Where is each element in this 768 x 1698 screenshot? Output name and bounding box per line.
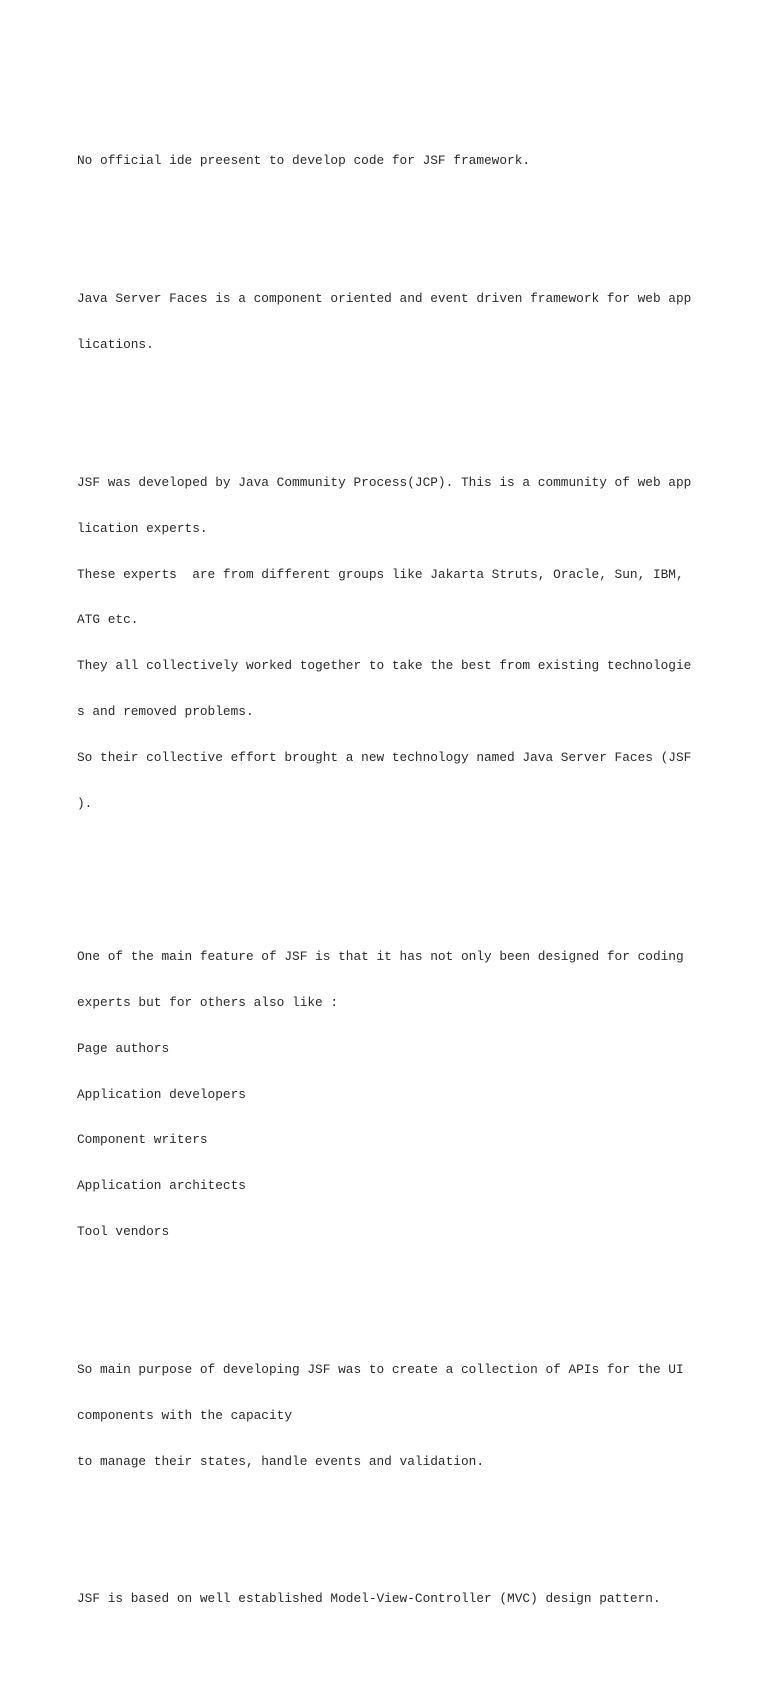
- text-line: lication experts.: [77, 520, 208, 536]
- paragraph-purpose: [77, 1331, 717, 1499]
- text-line: ATG etc.: [77, 612, 139, 628]
- text-line: So their collective effort brought a new technology named Java Server Faces (JSF: [77, 750, 692, 766]
- text-line: No official ide preesent to develop code for JSF framework.: [77, 153, 531, 169]
- paragraph-mvc: [77, 1561, 717, 1637]
- list-item: Tool vendors: [77, 1224, 170, 1240]
- text-line: So main purpose of developing JSF was to create a collection of APIs for the UI: [77, 1361, 684, 1377]
- paragraph-intro: [77, 123, 717, 199]
- list-item: Component writers: [77, 1132, 208, 1148]
- text-line: components with the capacity: [77, 1407, 293, 1423]
- paragraph-audience: [77, 918, 717, 1270]
- list-item: Page authors: [77, 1040, 170, 1056]
- text-line: lications.: [77, 337, 154, 353]
- document-body: [77, 77, 717, 1698]
- list-item: Application developers: [77, 1086, 246, 1102]
- text-line: These experts are from different groups like Jakarta Struts, Oracle, Sun, IBM,: [77, 566, 684, 582]
- text-line: to manage their states, handle events and validation.: [77, 1453, 485, 1469]
- text-line: s and removed problems.: [77, 704, 254, 720]
- text-line: One of the main feature of JSF is that it has not only been designed for coding: [77, 948, 684, 964]
- text-line: JSF was developed by Java Community Process(JCP). This is a community of web app: [77, 474, 692, 490]
- text-line: experts but for others also like :: [77, 994, 339, 1010]
- text-line: ).: [77, 795, 93, 811]
- list-item: Application architects: [77, 1178, 246, 1194]
- text-line: Java Server Faces is a component oriented and event driven framework for web app: [77, 291, 692, 307]
- paragraph-definition: [77, 261, 717, 383]
- text-line: They all collectively worked together to take the best from existing technologie: [77, 658, 692, 674]
- paragraph-history: [77, 444, 717, 842]
- text-line: JSF is based on well established Model-View-Controller (MVC) design pattern.: [77, 1591, 661, 1607]
